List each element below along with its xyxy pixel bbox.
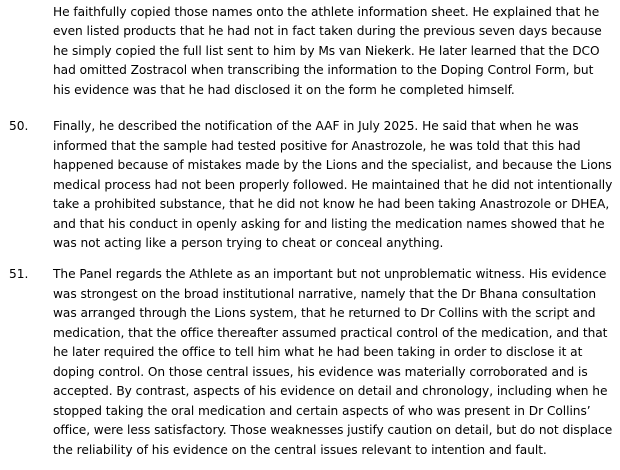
text-line: doping control. On those central issues, his evidence was materially corroborated and is — [53, 364, 588, 379]
text-line: accepted. By contrast, aspects of his evidence on detail and chronology, including when he — [53, 384, 608, 398]
text-line: he later required the office to tell him what he had been taking in order to disclose it at — [53, 345, 583, 359]
text-line: was not acting like a person trying to cheat or conceal anything. — [53, 236, 444, 250]
text-line: the reliability of his evidence on the central issues relevant to intention and fault. — [53, 442, 547, 457]
text-line: had omitted Zostracol when transcribing the information to the Doping Control Form, but — [53, 63, 594, 77]
text-line: office, were less satisfactory. Those weaknesses justify caution on detail, but do not displace — [53, 423, 613, 437]
text-line: even listed products that he had not in fact taken during the previous seven days because — [53, 24, 602, 38]
text-line: medication, that the office thereafter assumed practical control of the medication, and that — [53, 325, 608, 340]
text-line: and that his conduct in openly asking for and listing the medication names showed that he — [53, 217, 605, 231]
text-line: happened because of mistakes made by the Lions and the specialist, and because the Lions — [53, 158, 612, 172]
text-line: was strongest on the broad institutional narrative, namely that the Dr Bhana consultation — [53, 286, 597, 301]
text-line: he simply copied the full list sent to him by Ms van Niekerk. He later learned that the DCO — [53, 44, 600, 58]
text-line: take a prohibited substance, that he did not know he had been taking Anastrozole or DHEA, — [53, 197, 610, 211]
text-line: The Panel regards the Athlete as an important but not unproblematic witness. His evidence — [53, 267, 607, 281]
text-line: stopped taking the oral medication and certain aspects of who was present in Dr Collins’ — [53, 403, 591, 418]
text-line: was arranged through the Lions system, that he returned to Dr Collins with the script and — [53, 306, 596, 320]
paragraph-number: 50. — [9, 119, 29, 133]
text-line: Finally, he described the notification of the AAF in July 2025. He said that when he was — [53, 119, 579, 133]
text-line: He faithfully copied those names onto the athlete information sheet. He explained that he — [53, 5, 600, 19]
text-line: informed that the sample had tested positive for Anastrozole, he was told that this had — [53, 139, 581, 153]
text-line: medical process had not been properly followed. He maintained that he did not intentionally — [53, 178, 613, 192]
paragraph-number: 51. — [9, 267, 29, 281]
text-line: his evidence was that he had disclosed it on the form he completed himself. — [53, 83, 515, 97]
